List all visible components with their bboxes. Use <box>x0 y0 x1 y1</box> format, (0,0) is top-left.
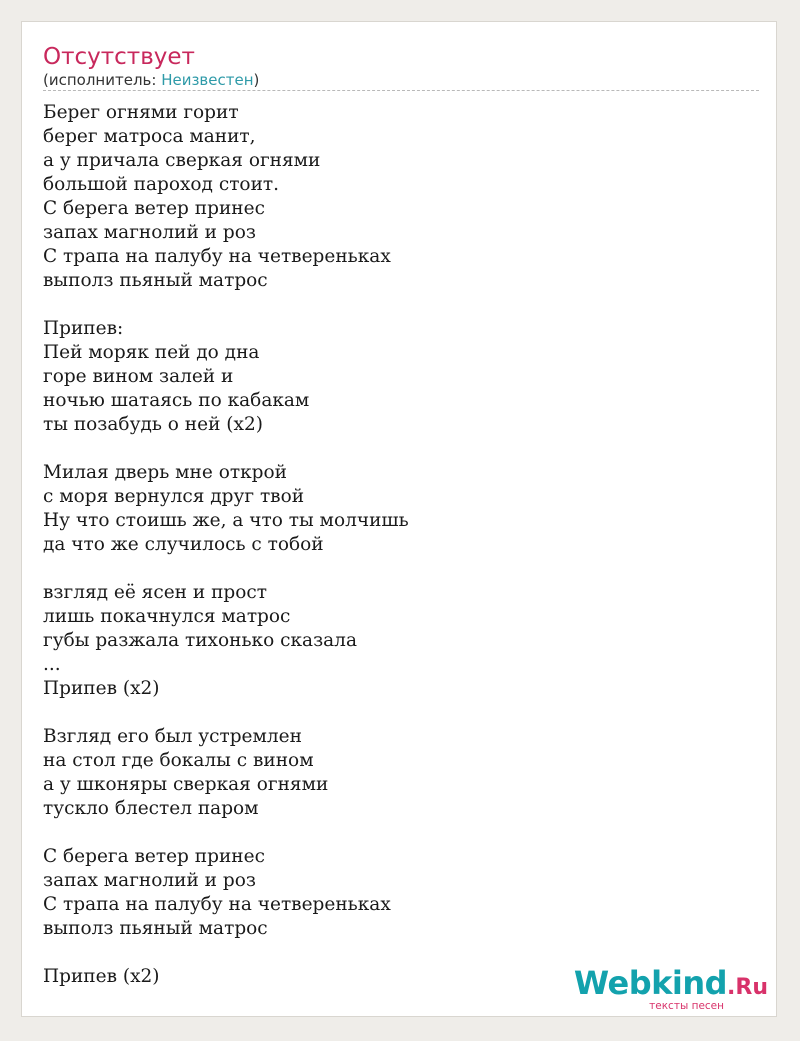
lyrics-line: С берега ветер принес <box>43 198 265 219</box>
lyrics-line: тускло блестел паром <box>43 798 259 819</box>
artist-line <box>43 70 259 90</box>
lyrics-line: взгляд её ясен и прост <box>43 582 267 603</box>
lyrics-line: большой пароход стоит. <box>43 174 280 195</box>
lyrics-line: а у шконяры сверкая огнями <box>43 774 329 795</box>
lyrics-line: Припев (х2) <box>43 966 160 987</box>
lyrics-blank-line <box>43 293 409 317</box>
lyrics-line: Берег огнями горит <box>43 102 239 123</box>
lyrics-line: С берега ветер принес <box>43 846 265 867</box>
lyrics-line: горе вином залей и <box>43 366 234 387</box>
lyrics-line: ты позабудь о ней (х2) <box>43 414 263 435</box>
lyrics-blank-line <box>43 557 409 581</box>
lyrics-line: с моря вернулся друг твой <box>43 486 305 507</box>
lyrics-line: Припев (х2) <box>43 678 160 699</box>
lyrics-line: берег матроса манит, <box>43 126 256 147</box>
lyrics-line: на стол где бокалы с вином <box>43 750 314 771</box>
lyrics-line: выполз пьяный матрос <box>43 918 268 939</box>
lyrics-line: Ну что стоишь же, а что ты молчишь <box>43 510 409 531</box>
lyrics-line: да что же случилось с тобой <box>43 534 324 555</box>
lyrics-line: лишь покачнулся матрос <box>43 606 291 627</box>
lyrics-text <box>43 101 409 989</box>
lyrics-blank-line <box>43 821 409 845</box>
lyrics-line: Припев: <box>43 318 124 339</box>
lyrics-line: запах магнолий и роз <box>43 870 256 891</box>
logo-wordmark: Webkind <box>573 964 728 1002</box>
logo-domain: .Ru <box>727 975 768 1000</box>
lyrics-line: а у причала сверкая огнями <box>43 150 321 171</box>
lyrics-blank-line <box>43 701 409 725</box>
artist-prefix: (исполнитель: <box>43 71 162 89</box>
lyrics-line: Милая дверь мне открой <box>43 462 287 483</box>
lyrics-line: Взгляд его был устремлен <box>43 726 302 747</box>
artist-link[interactable]: Неизвестен <box>161 71 254 89</box>
song-title: Отсутствует <box>43 44 195 70</box>
lyrics-line: ... <box>43 654 61 675</box>
lyrics-line: Пей моряк пей до дна <box>43 342 260 363</box>
artist-suffix: ) <box>253 71 260 89</box>
logo-tagline: тексты песен <box>649 1000 724 1012</box>
site-logo[interactable] <box>573 964 768 1012</box>
lyrics-line: запах магнолий и роз <box>43 222 256 243</box>
lyrics-line: С трапа на палубу на четвереньках <box>43 894 391 915</box>
lyrics-line: ночью шатаясь по кабакам <box>43 390 310 411</box>
lyrics-blank-line <box>43 941 409 965</box>
lyrics-line: С трапа на палубу на четвереньках <box>43 246 391 267</box>
lyrics-blank-line <box>43 437 409 461</box>
lyrics-line: губы разжала тихонько сказала <box>43 630 357 651</box>
lyrics-line: выполз пьяный матрос <box>43 270 268 291</box>
title-divider <box>43 90 759 91</box>
lyrics-card <box>21 21 777 1017</box>
